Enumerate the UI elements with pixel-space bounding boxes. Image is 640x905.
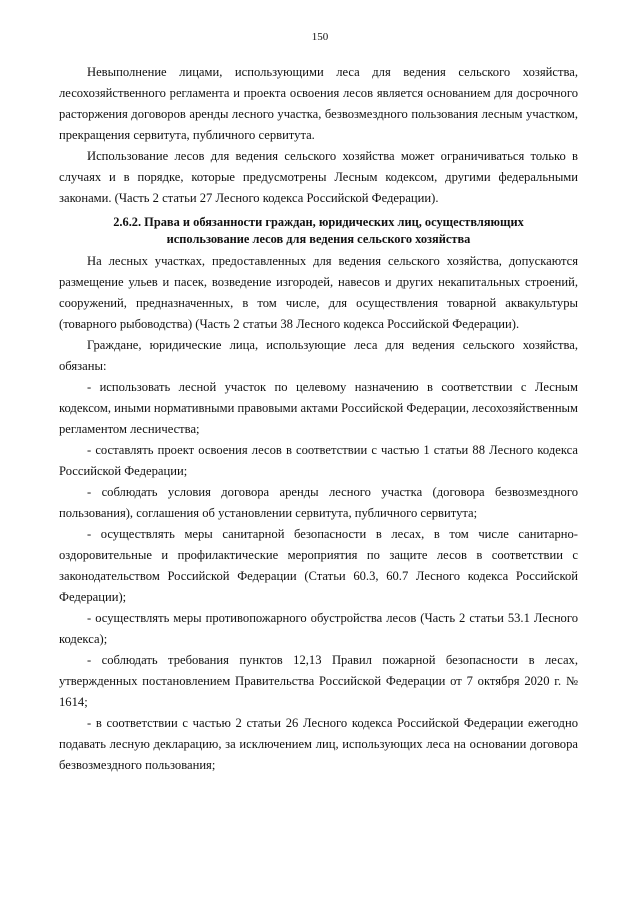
section-heading-line-2: использование лесов для ведения сельского хозяйства bbox=[166, 232, 471, 246]
paragraph-usage-restrictions: Использование лесов для ведения сельского хозяйства может ограничиваться только в случаях и в порядке, которые предусмотрены Лесным кодексом, другими федеральными законами. (Часть 2 статьи 27 Лесного кодекса Российской Федерации). bbox=[59, 149, 578, 205]
list-item-sanitary-safety: - осуществлять меры санитарной безопасности в лесах, в том числе санитарно-оздоровительные и профилактические мероприятия по защите лесов в соответствии с законодательством Российской Федерации (Статьи 60.3, 60.7 Лесного кодекса Российской Федерации); bbox=[59, 527, 578, 604]
document-body bbox=[59, 62, 578, 776]
list-item-fire-prevention: - осуществлять меры противопожарного обустройства лесов (Часть 2 статьи 53.1 Лесного кодекса); bbox=[59, 611, 578, 646]
paragraph-obligations-intro: Граждане, юридические лица, использующие леса для ведения сельского хозяйства, обязаны: bbox=[59, 338, 578, 373]
list-item-target-use: - использовать лесной участок по целевому назначению в соответствии с Лесным кодексом, иными нормативными правовыми актами Российской Федерации, лесохозяйственным регламентом лесничества; bbox=[59, 380, 578, 436]
paragraph-termination-grounds: Невыполнение лицами, использующими леса для ведения сельского хозяйства, лесохозяйственного регламента и проекта освоения лесов является основанием для досрочного расторжения договоров аренды лесного участка, безвозмездного пользования лесным участком, прекращения сервитута, публичного сервитута. bbox=[59, 65, 578, 142]
list-item-forest-declaration: - в соответствии с частью 2 статьи 26 Лесного кодекса Российской Федерации ежегодно подавать лесную декларацию, за исключением лиц, использующих леса на основании договора безвозмездного пользования; bbox=[59, 716, 578, 772]
section-heading bbox=[59, 214, 578, 248]
list-item-development-project: - составлять проект освоения лесов в соответствии с частью 1 статьи 88 Лесного кодекса Российской Федерации; bbox=[59, 443, 578, 478]
list-item-fire-safety-rules: - соблюдать требования пунктов 12,13 Правил пожарной безопасности в лесах, утвержденных постановлением Правительства Российской Федерации от 7 октября 2020 г. № 1614; bbox=[59, 653, 578, 709]
page-number: 150 bbox=[311, 31, 329, 43]
section-heading-line-1: 2.6.2. Права и обязанности граждан, юридических лиц, осуществляющих bbox=[113, 215, 524, 229]
paragraph-permitted-structures: На лесных участках, предоставленных для ведения сельского хозяйства, допускаются размещение ульев и пасек, возведение изгородей, навесов и других некапитальных строений, сооружений, предназначенных, в том числе, для осуществления товарной аквакультуры (товарного рыбоводства) (Часть 2 статьи 38 Лесного кодекса Российской Федерации). bbox=[59, 254, 578, 331]
list-item-contract-terms: - соблюдать условия договора аренды лесного участка (договора безвозмездного пользования), соглашения об установлении сервитута, публичного сервитута; bbox=[59, 485, 578, 520]
